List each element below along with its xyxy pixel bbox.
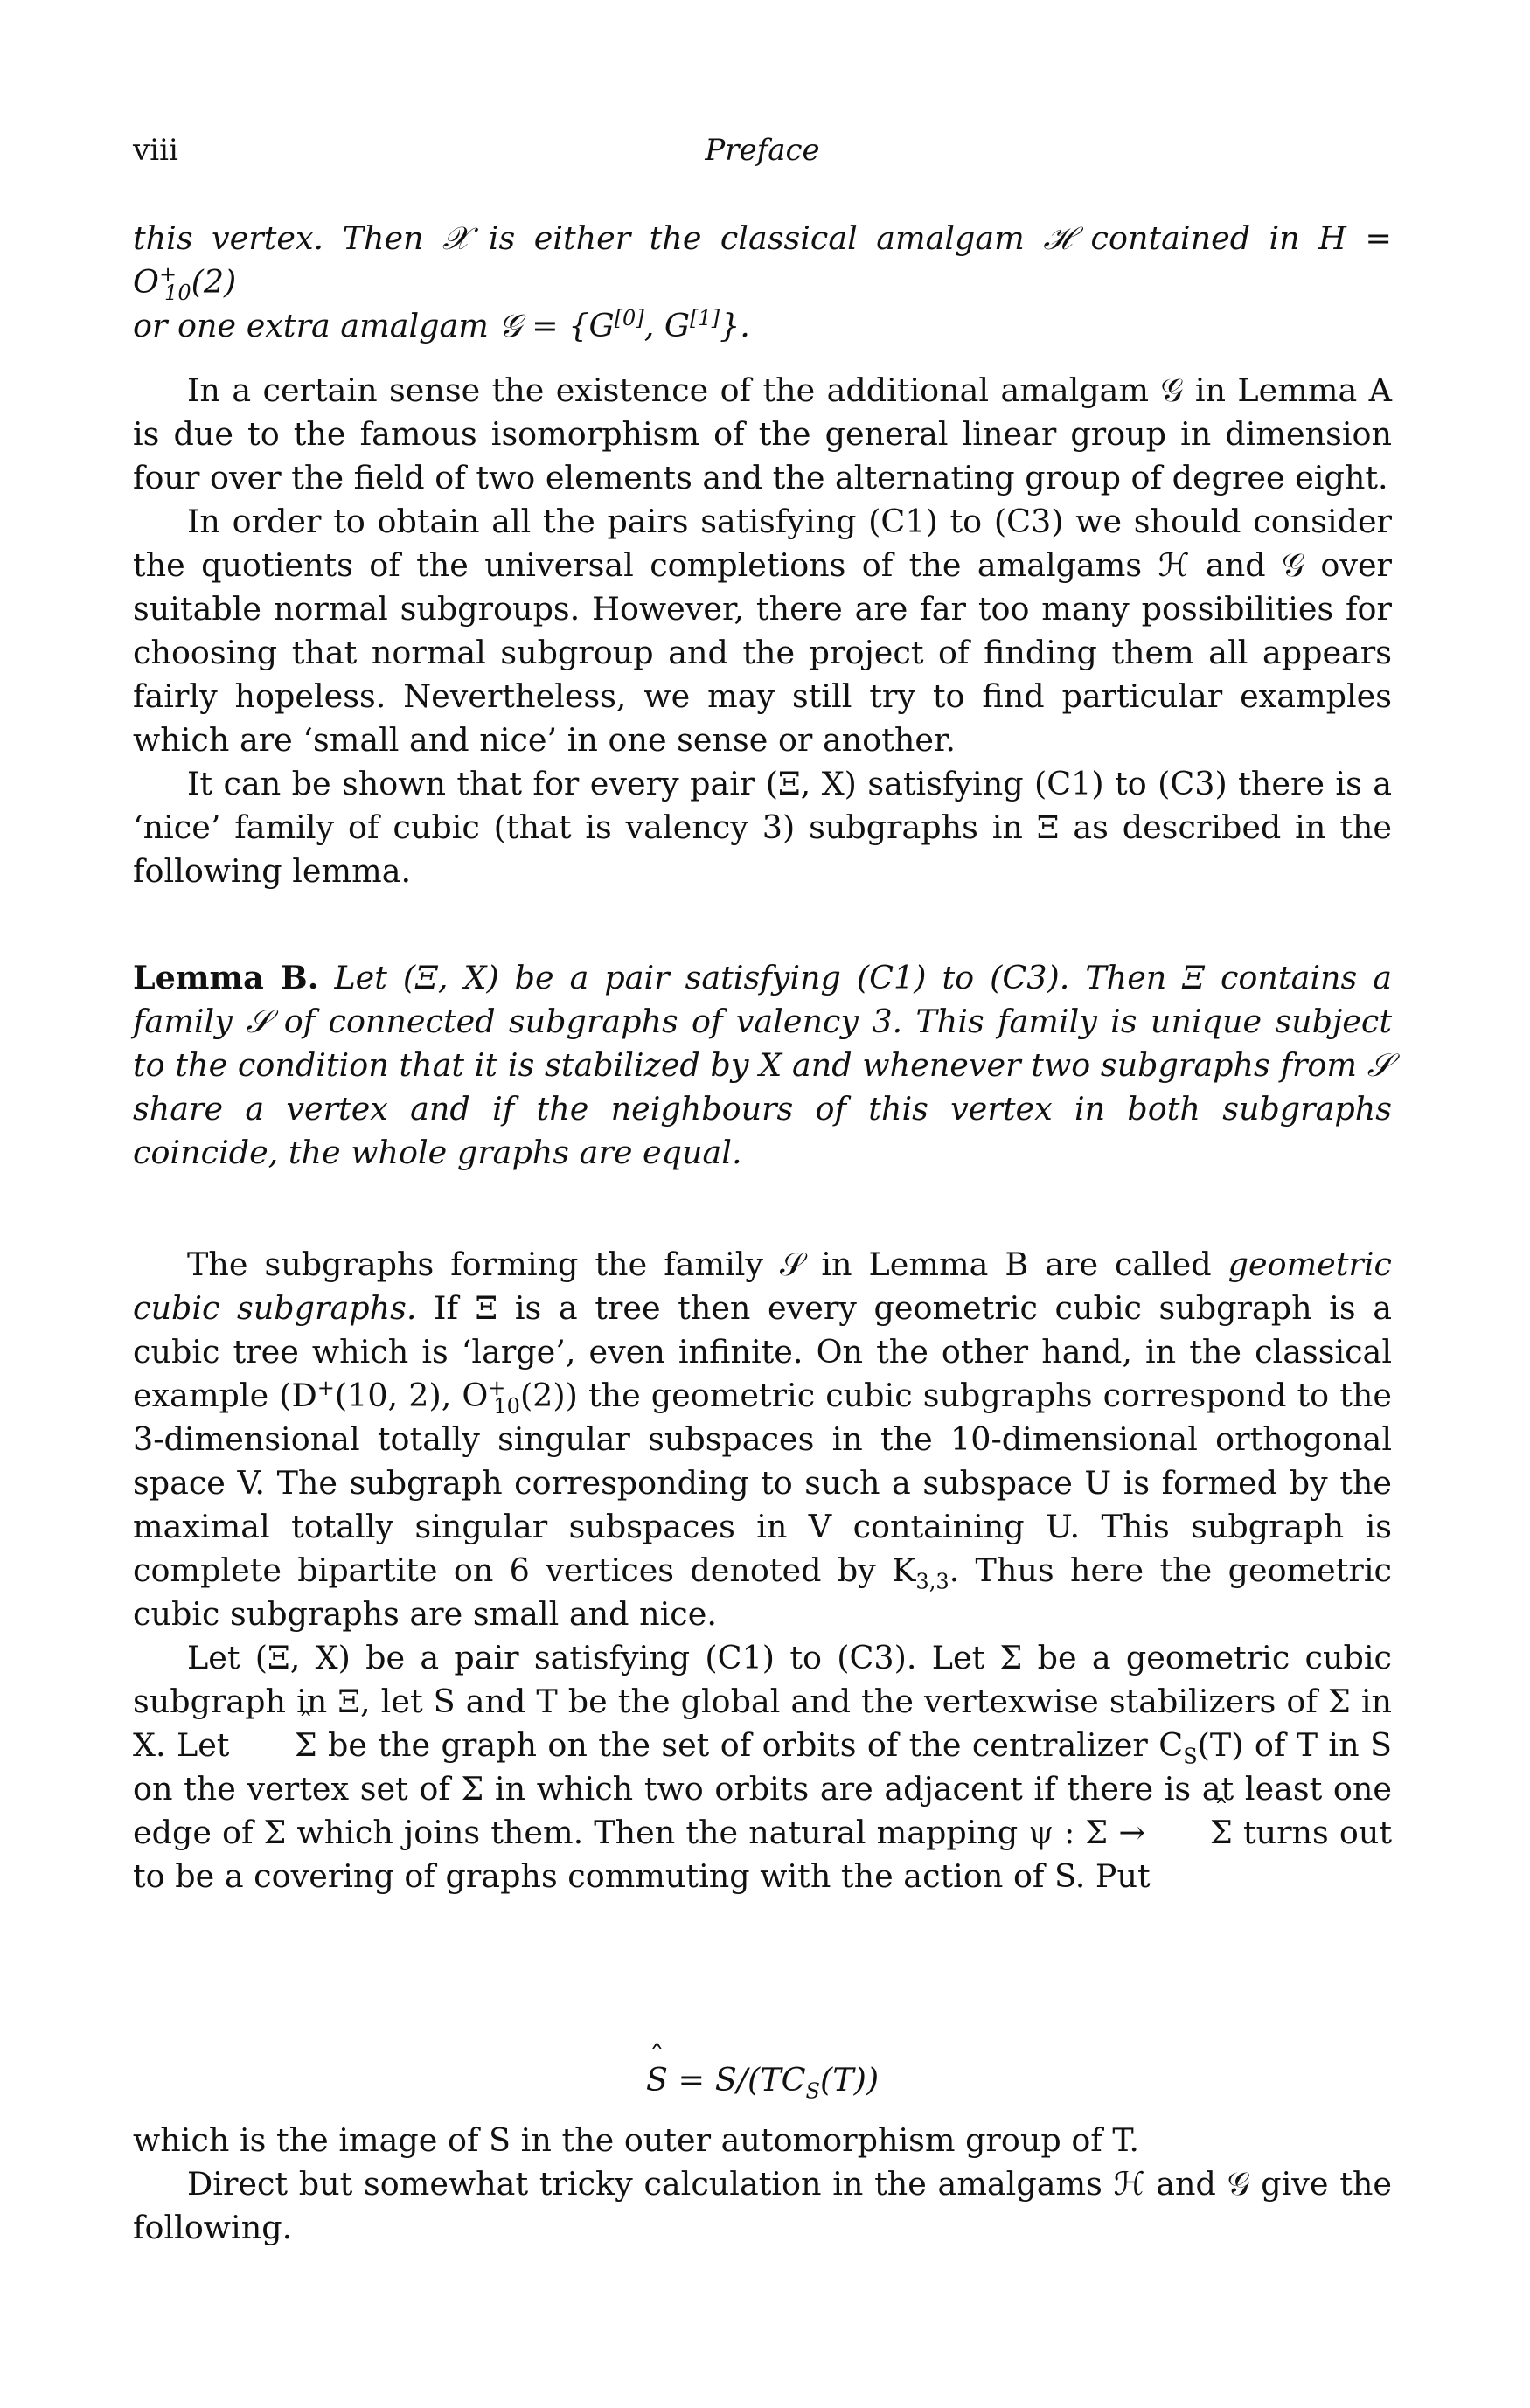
running-head	[133, 133, 1392, 177]
page-number: viii	[133, 133, 178, 168]
paragraph-nice-family: It can be shown that for every pair (Ξ, X) satisfying (C1) to (C3) there is a ‘nice’ family of cubic (that is valency 3) subgraphs in Ξ as described in the following lemma.	[133, 765, 1392, 890]
paragraph-covering: Let (Ξ, X) be a pair satisfying (C1) to (C3). Let Σ be a geometric cubic subgraph in Ξ, let S and T be the global and the vertexwise stabilizers of Σ in X. Let ˆ Σ be the graph on the set of orbits of the centralizer $C_S(T)$ of T in S on the vertex set of Σ in which two orbits are adjacent if there is at least one edge of Σ which joins them. Then the natural mapping ψ : Σ → ˆ Σ turns out to be a covering of graphs commuting with the action of S. Put	[133, 1636, 1392, 1898]
paragraph-outer-automorphism: which is the image of S in the outer automorphism group of T.	[133, 2121, 1139, 2159]
closing-paragraphs	[133, 2030, 1392, 2250]
running-title: Preface	[705, 133, 820, 168]
lemma-b-label: Lemma B.	[133, 959, 319, 996]
paragraph-quotients: In order to obtain all the pairs satisfying (C1) to (C3) we should consider the quotients of the universal completions of the amalgams ℋ and 𝒢 over suitable normal subgroups. However, there are far too many possibilities for choosing that normal subgroup and the project of finding them all appears fairly hopeless. Nevertheless, we may still try to find particular examples which are ‘small and nice’ in one sense or another.	[133, 503, 1392, 759]
lemma-b	[133, 956, 1392, 1175]
lemma-a-conclusion: this vertex. Then 𝒳 is either the classical amalgam ℋ contained in $H = O^+_{10}(2)$ or one extra amalgam 𝒢 = {G[0], G[1]}.	[133, 219, 1392, 344]
paragraph-geometric-subgraphs: The subgraphs forming the family 𝒮 in Lemma B are called geometric cubic subgraphs. If Ξ is a tree then every geometric cubic subgraph is a cubic tree which is ‘large’, even infinite. On the other hand, in the classical example (D+(10, 2), $O^+_{10}(2)$) the geometric cubic subgraphs correspond to the 3-dimensional totally singular subspaces in the 10-dimensional orthogonal space V. The subgraph corresponding to such a subspace U is formed by the maximal totally singular subspaces in V containing U. This subgraph is complete bipartite on 6 vertices denoted by $K_{3,3}$. Thus here the geometric cubic subgraphs are small and nice. Let (Ξ, X) be a pair satisfying (C1) to (C3). Let Σ be a geometric cubic subgraph in Ξ, let S and T be the global and the vertexwise stabilizers of Σ in X. Let ˆ Σ be the graph on the set of orbits of the centralizer $C_S(T)$ of T in S on the vertex set of Σ in which two orbits are adjacent if there is at least one edge of Σ which joins them. Then the natural mapping ψ : Σ → ˆ Σ turns out to be a covering of graphs commuting with the action of S. Put	[133, 1243, 1392, 1898]
paragraph-isomorphism: In a certain sense the existence of the additional amalgam 𝒢 in Lemma A is due to the famous isomorphism of the general linear group in dimension four over the field of two elements and the alternating group of degree eight. In order to obtain all the pairs satisfying (C1) to (C3) we should consider the quotients of the universal completions of the amalgams ℋ and 𝒢 over suitable normal subgroups. However, there are far too many possibilities for choosing that normal subgroup and the project of finding them all appears fairly hopeless. Nevertheless, we may still try to find particular examples which are ‘small and nice’ in one sense or another. It can be shown that for every pair (Ξ, X) satisfying (C1) to (C3) there is a ‘nice’ family of cubic (that is valency 3) subgraphs in Ξ as described in the following lemma.	[133, 369, 1392, 893]
paragraph-calculation: Direct but somewhat tricky calculation in the amalgams ℋ and 𝒢 give the following.	[133, 2165, 1392, 2246]
lemma-b-statement: Let (Ξ, X) be a pair satisfying (C1) to (C3). Then Ξ contains a family 𝒮 of connected subgraphs of valency 3. This family is unique subject to the condition that it is stabilized by X and whenever two subgraphs from 𝒮 share a vertex and if the neighbours of this vertex in both subgraphs coincide, the whole graphs are equal.	[133, 959, 1392, 1171]
display-equation: ˆ $S = S/(TC_S(T))$	[133, 2061, 1392, 2099]
defined-term: geometric cubic subgraphs.	[133, 1246, 1392, 1327]
